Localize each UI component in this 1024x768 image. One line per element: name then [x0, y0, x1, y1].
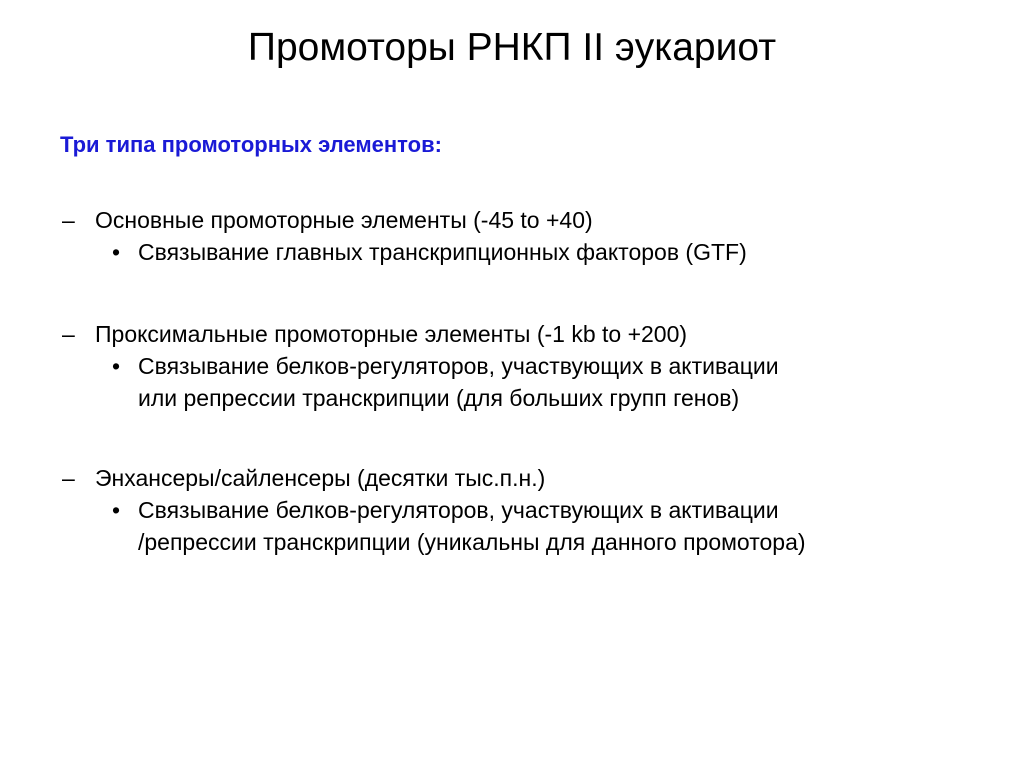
dash-marker: – [62, 465, 75, 491]
slide-subtitle: Три типа промоторных элементов: [60, 132, 442, 157]
list-item-enhancers-silencers [0, 462, 1024, 558]
bullet-text-line: Связывание главных транскрипционных факторов (GTF) [138, 239, 747, 265]
bullet-text-line: Связывание белков-регуляторов, участвующих в активации [138, 497, 779, 523]
bullet-marker: • [112, 353, 121, 379]
bullet-text-line: /репрессии транскрипции (уникальны для данного промотора) [138, 529, 806, 555]
bullet-block [0, 494, 1024, 558]
item-heading: Основные промоторные элементы (-45 to +40) [95, 207, 593, 233]
item-heading: Энхансеры/сайленсеры (десятки тыс.п.н.) [95, 465, 546, 491]
bullet-block [0, 236, 1024, 268]
list-item-proximal-promoter [0, 318, 1024, 414]
bullet-text-line: или репрессии транскрипции (для больших групп генов) [138, 385, 740, 411]
bullet-marker: • [112, 239, 121, 265]
list-item-core-promoter [0, 204, 1024, 268]
slide-title: Промоторы РНКП II эукариот [247, 26, 777, 69]
bullet-marker: • [112, 497, 121, 523]
bullet-text-line: Связывание белков-регуляторов, участвующих в активации [138, 353, 779, 379]
item-heading: Проксимальные промоторные элементы (-1 kb to +200) [95, 321, 688, 347]
dash-marker: – [62, 207, 75, 233]
bullet-block [0, 350, 1024, 414]
dash-marker: – [62, 321, 75, 347]
